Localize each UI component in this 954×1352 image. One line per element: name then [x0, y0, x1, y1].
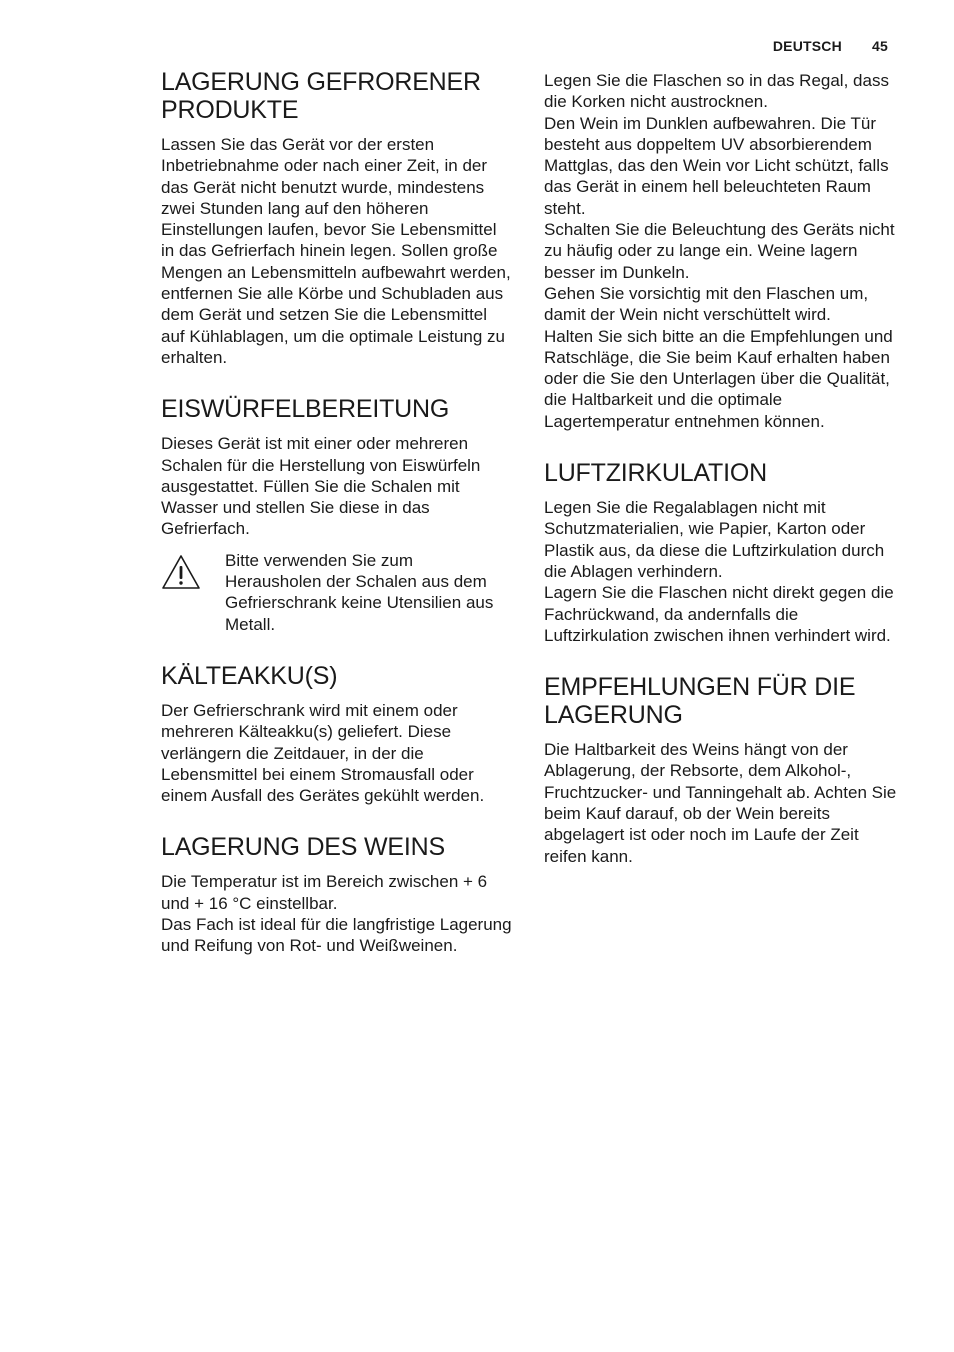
- section-wine-storage: [161, 833, 513, 956]
- section-text: Das Fach ist ideal für die langfristige Lagerung und Reifung von Rot- und Weißweinen.: [161, 915, 512, 956]
- warning-triangle-icon: [161, 550, 225, 635]
- section-storage-recommendations: [544, 673, 899, 867]
- page-header: [773, 38, 888, 54]
- warning-note: [161, 550, 513, 635]
- section-cold-packs: [161, 662, 513, 806]
- section-text: Die Haltbarkeit des Weins hängt von der Ablagerung, der Rebsorte, dem Alkohol-, Fruchtzucker- und Tanningehalt ab. Achten Sie beim Kauf darauf, ob der Wein bereits abgelagert ist oder noch im Laufe der Zeit reifen kann.: [544, 740, 897, 866]
- section-frozen-storage: [161, 68, 513, 368]
- section-title: EMPFEHLUNGEN FÜR DIE LAGERUNG: [544, 673, 856, 730]
- left-column: [161, 68, 513, 984]
- paragraph: Schalten Sie die Beleuchtung des Geräts nicht zu häufig oder zu lange ein. Weine lagern besser im Dunkeln.: [544, 220, 895, 282]
- section-wine-tips: [544, 70, 899, 432]
- section-text: Die Temperatur ist im Bereich zwischen + 6 und + 16 °C einstellbar.: [161, 872, 488, 913]
- section-ice-cubes: [161, 395, 513, 635]
- section-text: Der Gefrierschrank wird mit einem oder mehreren Kälteakku(s) geliefert. Diese verlängern die Zeitdauer, in der die Lebensmittel bei einem Stromausfall oder einem Ausfall des Gerätes gekühlt werden.: [161, 700, 485, 806]
- section-text: Legen Sie die Regalablagen nicht mit Schutzmaterialien, wie Papier, Karton oder Plastik aus, da diese die Luftzirkulation durch die Ablagen verhindern.: [544, 498, 885, 581]
- section-title: LUFTZIRKULATION: [544, 459, 767, 488]
- section-title: EISWÜRFELBEREITUNG: [161, 395, 450, 424]
- section-air-circulation: [544, 459, 899, 646]
- section-title: LAGERUNG GEFRORENER PRODUKTE: [161, 68, 481, 124]
- page-number: 45: [872, 38, 888, 54]
- section-title: KÄLTEAKKU(S): [161, 661, 338, 690]
- section-text: Dieses Gerät ist mit einer oder mehreren Schalen für die Herstellung von Eiswürfeln ausgestattet. Füllen Sie die Schalen mit Wasser und stellen Sie diese in das Gefrierfach.: [161, 434, 481, 539]
- paragraph: Legen Sie die Flaschen so in das Regal, dass die Korken nicht austrocknen.: [544, 71, 889, 112]
- paragraph: Gehen Sie vorsichtig mit den Flaschen um, damit der Wein nicht verschüttelt wird.: [544, 283, 869, 325]
- paragraph: Halten Sie sich bitte an die Empfehlungen und Ratschläge, die Sie beim Kauf erhalten haben oder die Sie den Unterlagen über die Qualität, die Haltbarkeit und die optimale Lagertemperatur entnehmen können.: [544, 326, 893, 431]
- section-text: Lassen Sie das Gerät vor der ersten Inbetriebnahme oder nach einer Zeit, in der das Gerät nicht benutzt wurde, mindestens zwei Stunden lang auf den höheren Einstellungen laufen, bevor Sie Lebensmittel in das Gefrierfach hinein legen. Sollen große Mengen an Lebensmitteln aufbewahrt werden, entfernen Sie alle Körbe und Schubladen aus dem Gerät und setzen Sie die Lebensmittel auf Kühlablagen, um die optimale Leistung zu erhalten.: [161, 135, 511, 367]
- section-text: Lagern Sie die Flaschen nicht direkt gegen die Fachrückwand, da andernfalls die Luftzirkulation zwischen ihnen verhindert wird.: [544, 583, 894, 645]
- section-title: LAGERUNG DES WEINS: [161, 833, 445, 862]
- warning-text: Bitte verwenden Sie zum Herausholen der Schalen aus dem Gefrierschrank keine Utensilien aus Metall.: [225, 550, 494, 634]
- paragraph: Den Wein im Dunklen aufbewahren. Die Tür besteht aus doppeltem UV absorbierendem Mattglas, das den Wein vor Licht schützt, falls das Gerät in einem hell beleuchteten Raum steht.: [544, 113, 889, 218]
- right-column: [544, 70, 899, 894]
- language-label: DEUTSCH: [772, 38, 842, 54]
